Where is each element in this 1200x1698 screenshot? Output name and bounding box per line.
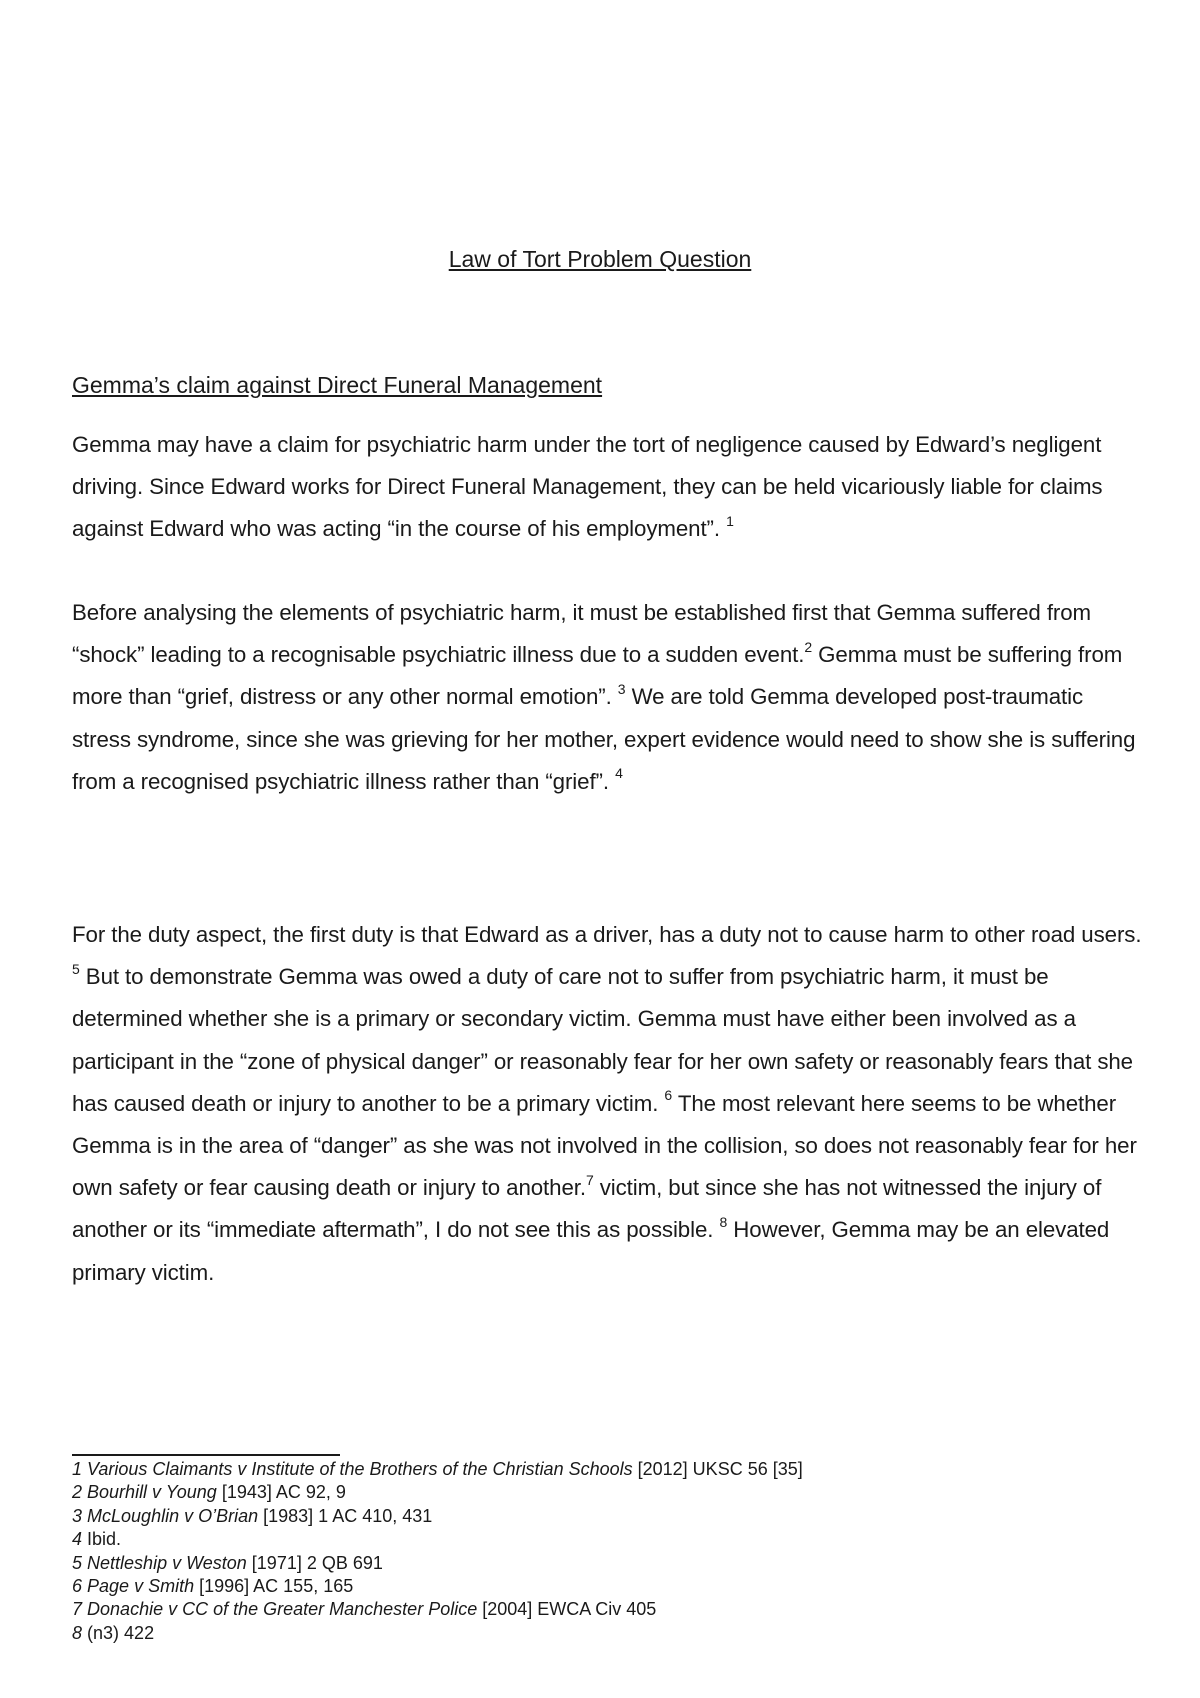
footnote-citation: [1943] AC 92, 9 bbox=[221, 1482, 346, 1503]
footnote-number: 1 bbox=[72, 1459, 83, 1479]
paragraph-3 bbox=[72, 914, 1142, 1294]
footnote-item bbox=[72, 1505, 1152, 1528]
footnote-case-name: Donachie v CC of the Greater Manchester Police bbox=[87, 1599, 478, 1620]
footnote-case-name: Page v Smith bbox=[87, 1576, 195, 1597]
footnote-citation: [2012] UKSC 56 [35] bbox=[637, 1459, 803, 1479]
footnote-number: 5 bbox=[72, 1552, 83, 1573]
footnote-separator bbox=[72, 1454, 340, 1456]
footnote-case-name: Various Claimants v Institute of the Brothers of the Christian Schools bbox=[87, 1459, 633, 1479]
footnote-ref-2[interactable]: 2 bbox=[804, 638, 813, 655]
paragraph-2 bbox=[72, 592, 1142, 803]
footnote-citation: [1971] 2 QB 691 bbox=[251, 1552, 383, 1573]
footnote-number: 4 bbox=[72, 1529, 83, 1550]
section-heading: Gemma’s claim against Direct Funeral Management bbox=[72, 372, 603, 398]
paragraph-3-text-d: victim, but since she has not witnessed the injury of another or its “immediate aftermath”, I do not see this as possible. bbox=[72, 1175, 1102, 1243]
footnote-ref-5[interactable]: 5 bbox=[72, 960, 80, 977]
footnote-ref-7[interactable]: 7 bbox=[585, 1171, 594, 1188]
footnote-item bbox=[72, 1458, 1152, 1481]
footnote-case-name: McLoughlin v O’Brian bbox=[87, 1505, 259, 1526]
footnote-item bbox=[72, 1481, 1152, 1504]
paragraph-3-text-a: For the duty aspect, the first duty is that Edward as a driver, has a duty not to cause harm to other road users. bbox=[72, 922, 1142, 947]
paragraph-3-text-b: But to demonstrate Gemma was owed a duty of care not to suffer from psychiatric harm, it must be determined whether she is a primary or secondary victim. Gemma must have either been involved as a participant in the “zone of physical danger” or reasonably fear for her own safety or reasonably fears that she has caused death or injury to another to be a primary victim. bbox=[72, 964, 1133, 1116]
footnote-citation: [1996] AC 155, 165 bbox=[199, 1576, 354, 1597]
footnote-ref-3[interactable]: 3 bbox=[617, 680, 626, 697]
footnote-item bbox=[72, 1528, 1152, 1551]
paragraph-2-text-c: We are told Gemma developed post-traumatic stress syndrome, since she was grieving for her mother, expert evidence would need to show she is suffering from a recognised psychiatric illness rather than “grief”. bbox=[72, 684, 1136, 794]
document-title: Law of Tort Problem Question bbox=[448, 246, 752, 272]
footnote-item bbox=[72, 1598, 1152, 1621]
footnote-ref-6[interactable]: 6 bbox=[664, 1087, 673, 1104]
footnote-citation: Ibid. bbox=[87, 1529, 122, 1550]
footnote-item bbox=[72, 1552, 1152, 1575]
footnote-citation: [1983] 1 AC 410, 431 bbox=[263, 1505, 433, 1526]
paragraph-3-text-c: The most relevant here seems to be whether Gemma is in the area of “danger” as she was not involved in the collision, so does not reasonably fear for her own safety or fear causing death or injury to another. bbox=[72, 1090, 1137, 1201]
footnote-number: 2 bbox=[72, 1482, 83, 1503]
paragraph-2-text-b: Gemma must be suffering from more than “grief, distress or any other normal emotion”. bbox=[72, 642, 1123, 710]
paragraph-3-text-e: However, Gemma may be an elevated primary victim. bbox=[72, 1217, 1110, 1285]
paragraph-1 bbox=[72, 424, 1142, 551]
footnote-number: 3 bbox=[72, 1505, 83, 1526]
footnote-number: 8 bbox=[72, 1622, 83, 1643]
paragraph-2-text-a: Before analysing the elements of psychiatric harm, it must be established first that Gemma suffered from “shock” leading to a recognisable psychiatric illness due to a sudden event. bbox=[72, 600, 1092, 668]
footnote-citation: (n3) 422 bbox=[87, 1622, 155, 1643]
footnote-case-name: Nettleship v Weston bbox=[87, 1552, 247, 1573]
footnote-ref-1[interactable]: 1 bbox=[726, 512, 734, 529]
footnote-item bbox=[72, 1622, 1152, 1645]
footnote-item bbox=[72, 1575, 1152, 1598]
paragraph-1-text: Gemma may have a claim for psychiatric harm under the tort of negligence caused by Edward’s negligent driving. Since Edward works for Direct Funeral Management, they can be held vicariously liable for claims against Edward who was acting “in the course of his employment”. bbox=[72, 432, 1103, 542]
footnote-ref-4[interactable]: 4 bbox=[615, 765, 623, 782]
footnote-number: 7 bbox=[72, 1599, 83, 1620]
footnote-ref-8[interactable]: 8 bbox=[719, 1214, 728, 1230]
footnote-case-name: Bourhill v Young bbox=[87, 1482, 217, 1503]
footnote-number: 6 bbox=[72, 1576, 83, 1597]
footnote-citation: [2004] EWCA Civ 405 bbox=[482, 1599, 657, 1620]
footnotes-list bbox=[72, 1458, 1152, 1645]
